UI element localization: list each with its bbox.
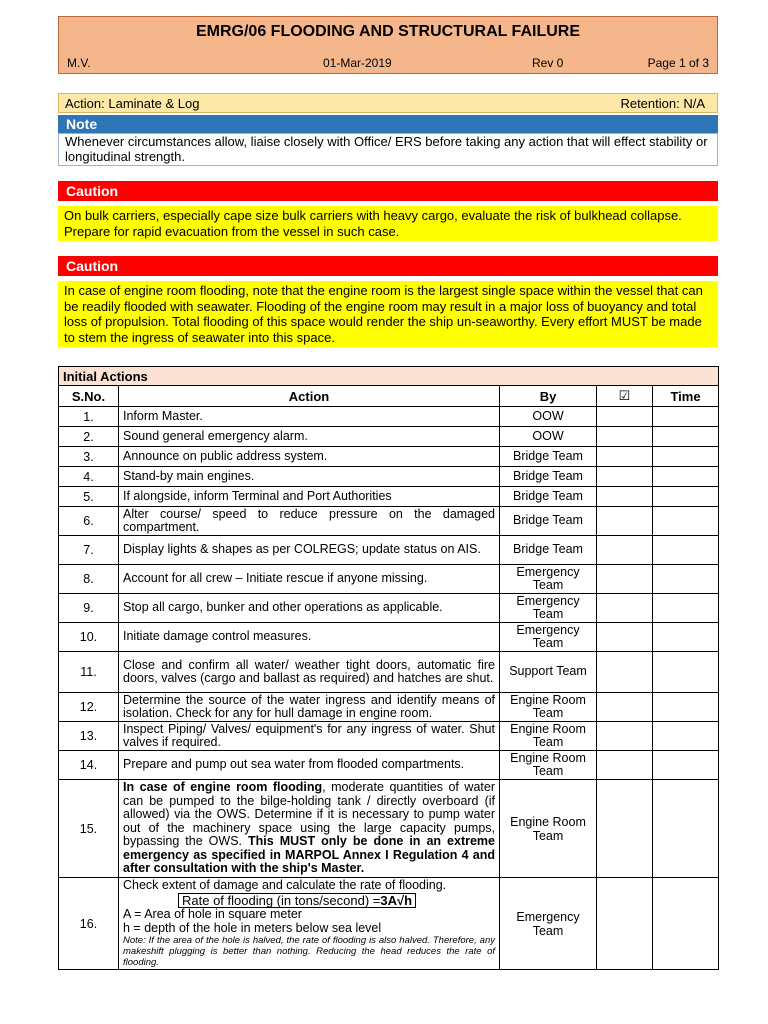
row-action: Sound general emergency alarm.: [119, 427, 500, 447]
row-check-cell[interactable]: [597, 594, 653, 623]
row-time-cell[interactable]: [653, 722, 719, 751]
header-time: Time: [653, 386, 719, 407]
row-check-cell[interactable]: [597, 623, 653, 652]
table-row: [59, 878, 719, 970]
row-by: Emergency Team: [500, 623, 597, 652]
row15-bold-lead: In case of engine room flooding: [123, 780, 323, 795]
formula-text: Rate of flooding (in tons/second) =: [182, 892, 381, 908]
table-row: [59, 565, 719, 594]
row-time-cell[interactable]: [653, 780, 719, 878]
row-time-cell[interactable]: [653, 507, 719, 536]
row-action: If alongside, inform Terminal and Port Authorities: [119, 487, 500, 507]
row15-bold-warning: This MUST only be done in an extreme emergency as specified in MARPOL Annex I Regulation 4 and after consultation with the ship's Master.: [123, 834, 495, 876]
row-check-cell[interactable]: [597, 427, 653, 447]
table-row: [59, 467, 719, 487]
document-header: [58, 16, 718, 74]
row16-note: Note: If the area of the hole is halved, the rate of flooding is also halved. Therefore, any makeshift plugging is better than nothing. Reducing the head reduces the rate of flooding.: [123, 935, 495, 968]
row-check-cell[interactable]: [597, 447, 653, 467]
row-check-cell[interactable]: [597, 487, 653, 507]
row-sno: 14.: [59, 751, 119, 780]
row-by: Bridge Team: [500, 447, 597, 467]
caution-heading-2: Caution: [58, 256, 718, 276]
row-time-cell[interactable]: [653, 623, 719, 652]
note-heading: Note: [58, 115, 718, 133]
row-check-cell[interactable]: [597, 652, 653, 693]
row-by: OOW: [500, 407, 597, 427]
caution-text-2: In case of engine room flooding, note that the engine room is the largest single space within the vessel that can be readily flooded with seawater. Flooding of the engine room may result in a major loss of buoyancy and total loss of propulsion. Total flooding of this space would render the ship un-seaworthy. Every effort MUST be made to stem the ingress of seawater into this space.: [58, 281, 718, 347]
row-by: Support Team: [500, 652, 597, 693]
caution-text-1: On bulk carriers, especially cape size bulk carriers with heavy cargo, evaluate the risk of bulkhead collapse. Prepare for rapid evacuation from the vessel in such case.: [58, 206, 718, 241]
row-time-cell[interactable]: [653, 693, 719, 722]
row-sno: 13.: [59, 722, 119, 751]
row-by: OOW: [500, 427, 597, 447]
table-row: [59, 693, 719, 722]
revision-label: Rev 0: [532, 56, 564, 70]
row-by: Emergency Team: [500, 594, 597, 623]
table-row: [59, 751, 719, 780]
row-time-cell[interactable]: [653, 565, 719, 594]
table-row: [59, 652, 719, 693]
row-action: Stand-by main engines.: [119, 467, 500, 487]
row-action: Account for all crew – Initiate rescue if anyone missing.: [119, 565, 500, 594]
row-check-cell[interactable]: [597, 751, 653, 780]
definition-a: A = Area of hole in square meter: [123, 907, 302, 921]
row-check-cell[interactable]: [597, 722, 653, 751]
row-sno: 16.: [59, 878, 119, 970]
header-action: Action: [119, 386, 500, 407]
row-check-cell[interactable]: [597, 780, 653, 878]
row-check-cell[interactable]: [597, 536, 653, 565]
row-time-cell[interactable]: [653, 878, 719, 970]
row-sno: 7.: [59, 536, 119, 565]
row-sno: 3.: [59, 447, 119, 467]
table-row: [59, 594, 719, 623]
row-sno: 11.: [59, 652, 119, 693]
row-sno: 12.: [59, 693, 119, 722]
row-time-cell[interactable]: [653, 407, 719, 427]
row-check-cell[interactable]: [597, 507, 653, 536]
action-bar: [58, 93, 718, 113]
table-row: [59, 407, 719, 427]
row-by: Bridge Team: [500, 507, 597, 536]
row-sno: 8.: [59, 565, 119, 594]
row-action: Determine the source of the water ingress and identify means of isolation. Check for any for hull damage in engine room.: [119, 693, 500, 722]
header-check: ☑: [597, 386, 653, 407]
retention-label: Retention: N/A: [620, 96, 705, 111]
row-time-cell[interactable]: [653, 751, 719, 780]
row-check-cell[interactable]: [597, 407, 653, 427]
row-sno: 2.: [59, 427, 119, 447]
page-number: Page 1 of 3: [647, 56, 709, 70]
table-row: [59, 507, 719, 536]
table-body: [59, 407, 719, 780]
row-action: [119, 878, 500, 970]
header-by: By: [500, 386, 597, 407]
table-row: [59, 447, 719, 467]
row-by: Bridge Team: [500, 536, 597, 565]
caution-heading-1: Caution: [58, 181, 718, 201]
header-sno: S.No.: [59, 386, 119, 407]
action-label: Action: Laminate & Log: [65, 96, 200, 111]
row-time-cell[interactable]: [653, 536, 719, 565]
row-by: Engine Room Team: [500, 751, 597, 780]
row-by: Bridge Team: [500, 467, 597, 487]
row-action: Display lights & shapes as per COLREGS; update status on AIS.: [119, 536, 500, 565]
row-by: Engine Room Team: [500, 722, 597, 751]
definition-h: h = depth of the hole in meters below sea level: [123, 920, 382, 935]
row-check-cell[interactable]: [597, 565, 653, 594]
table-row: [59, 780, 719, 878]
table-row: [59, 623, 719, 652]
row-action: Alter course/ speed to reduce pressure on the damaged compartment.: [119, 507, 500, 536]
row-by: Emergency Team: [500, 878, 597, 970]
row-sno: 1.: [59, 407, 119, 427]
initial-actions-table: [58, 366, 719, 970]
row-check-cell[interactable]: [597, 693, 653, 722]
table-row: [59, 487, 719, 507]
document-title: EMRG/06 FLOODING AND STRUCTURAL FAILURE: [195, 23, 580, 40]
row16-line1: Check extent of damage and calculate the rate of flooding.: [123, 878, 447, 892]
row-sno: 6.: [59, 507, 119, 536]
row-sno: 15.: [59, 780, 119, 878]
flooding-formula: [178, 893, 416, 909]
row-time-cell[interactable]: [653, 447, 719, 467]
row-by: Engine Room Team: [500, 780, 597, 878]
row-by: Engine Room Team: [500, 693, 597, 722]
row-action: Initiate damage control measures.: [119, 623, 500, 652]
table-row: [59, 427, 719, 447]
table-row: [59, 722, 719, 751]
row15-text: , moderate quantities of water can be pumped to the bilge-holding tank / directly overboard (if allowed) via the OWS. Determine if it is necessary to pump water out of the machinery space using the large capacity pumps, bypassing the OWS.: [123, 780, 495, 849]
row-sno: 5.: [59, 487, 119, 507]
row-time-cell[interactable]: [653, 467, 719, 487]
row-check-cell[interactable]: [597, 467, 653, 487]
row-by: Emergency Team: [500, 565, 597, 594]
table-caption: Initial Actions: [59, 367, 719, 386]
row-time-cell[interactable]: [653, 652, 719, 693]
row-by: Bridge Team: [500, 487, 597, 507]
row-sno: 10.: [59, 623, 119, 652]
row-time-cell[interactable]: [653, 427, 719, 447]
vessel-label: M.V.: [67, 56, 91, 70]
document-date: 01-Mar-2019: [323, 56, 392, 70]
row-action: Announce on public address system.: [119, 447, 500, 467]
row-action: Close and confirm all water/ weather tight doors, automatic fire doors, valves (cargo and ballast as required) and hatches are shut.: [119, 652, 500, 693]
row-action: Prepare and pump out sea water from flooded compartments.: [119, 751, 500, 780]
row-check-cell[interactable]: [597, 878, 653, 970]
row-action: Stop all cargo, bunker and other operations as applicable.: [119, 594, 500, 623]
row-time-cell[interactable]: [653, 487, 719, 507]
row-time-cell[interactable]: [653, 594, 719, 623]
table-row: [59, 536, 719, 565]
row-action: Inspect Piping/ Valves/ equipment's for any ingress of water. Shut valves if required.: [119, 722, 500, 751]
formula-expression: 3A√h: [380, 892, 413, 908]
row-sno: 9.: [59, 594, 119, 623]
row-sno: 4.: [59, 467, 119, 487]
row-action: Inform Master.: [119, 407, 500, 427]
row-action: [119, 780, 500, 878]
note-text: Whenever circumstances allow, liaise closely with Office/ ERS before taking any action that will effect stability or longitudinal strength.: [58, 133, 718, 166]
